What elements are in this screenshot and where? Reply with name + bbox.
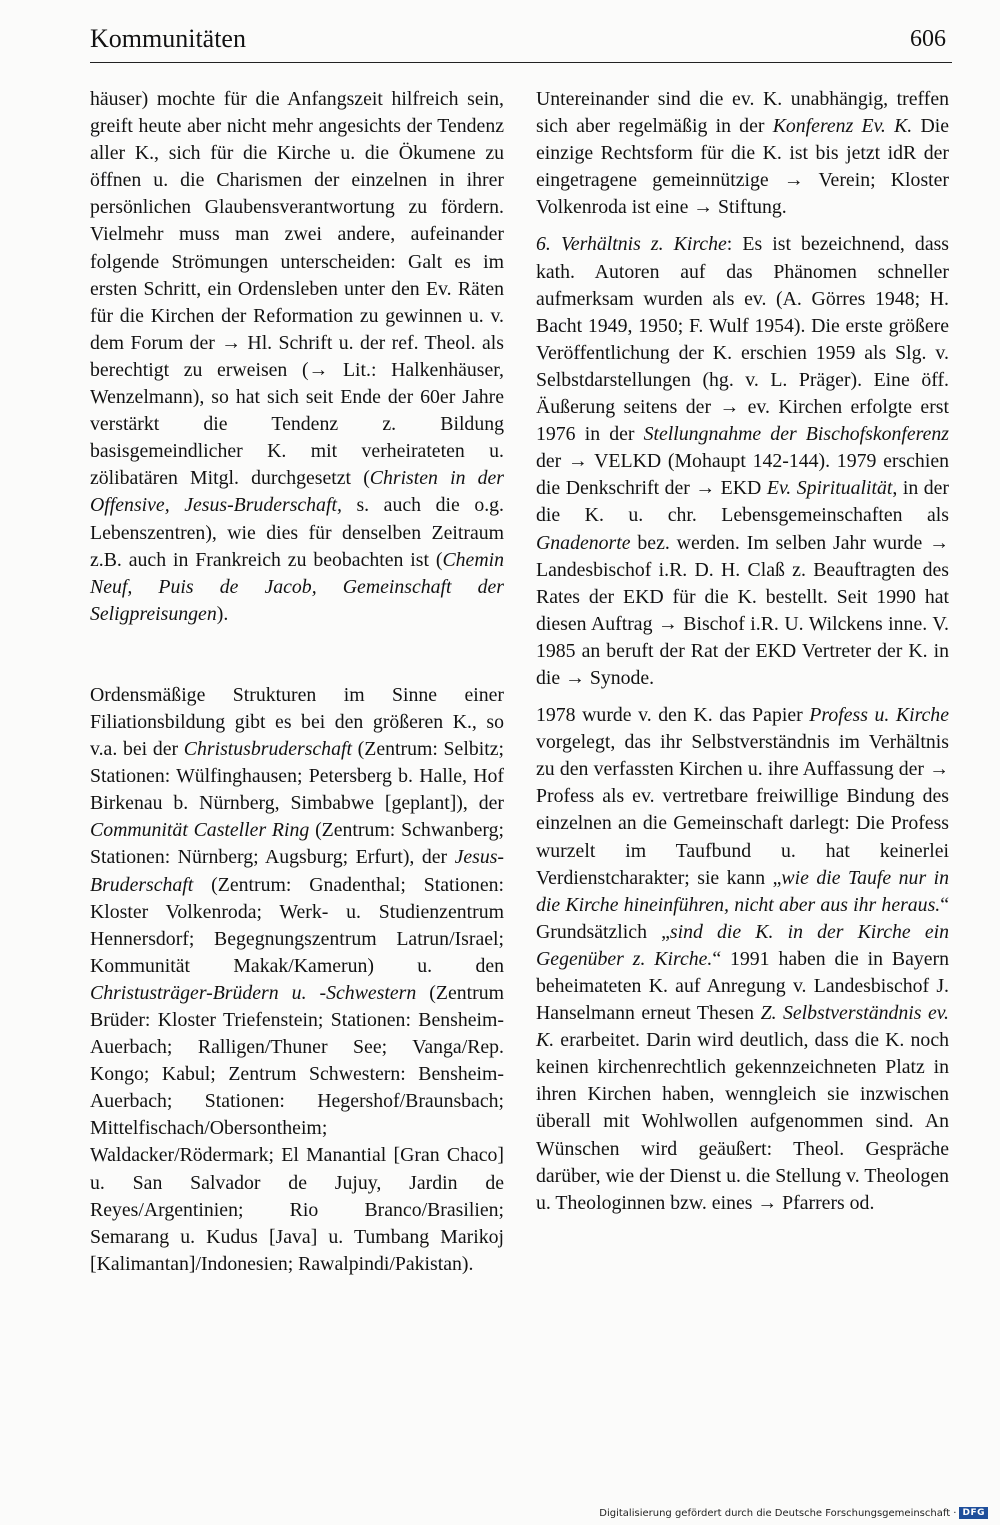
section-heading: 6. Verhältnis z. Kirche [536, 233, 727, 256]
italic-text: sind die K. in der Kirche ein Gegenüber z. Kirche. [536, 920, 950, 970]
italic-text: Christen in der Offensive, Jesus-Bruderschaft, [90, 467, 504, 517]
paragraph: Ordensmäßige Strukturen im Sinne einer Filiationsbildung gibt es bei den größeren K., so v.a. bei der Christusbruderschaft (Zentrum: Selbitz; Stationen: Wülfinghausen; Petersberg b. Halle, Hof Birkenau b. Nürnberg, Simbabwe [geplant]), der Communität Casteller Ring (Zentrum: Schwanberg; Stationen: Nürnberg; Augsburg; Erfurt), der Jesus-Bruderschaft (Zentrum: Gnadenthal; Stationen: Kloster Volkenroda; Werk- u. Studienzentrum Hennersdorf; Begegnungszentrum Latrun/Israel; Kommunität Makak/Kamerun) u. den Christusträger-Brüdern u. -Schwestern (Zentrum Brüder: Kloster Triefenstein; Stationen: Bensheim-Auerbach; Ralligen/Thuner See; Vanga/Rep. Kongo; Kabul; Zentrum Schwestern: Bensheim-Auerbach; Stationen: Hegershof/Braunsbach; Mittelfischach/Obersontheim; Waldacker/Rödermark; El Manantial [Gran Chaco] u. San Salvador de Jujuy, Jardin de Reyes/Argentinien; Rio Branco/Brasilien; Semarang u. Kudus [Java] u. Tumbang Marikoj [Kalimantan]/Indonesien; Rawalpindi/Pakistan). [90, 683, 504, 1275]
italic-text: Communität Casteller Ring [90, 819, 310, 842]
italic-text: wie die Taufe nur in die Kirche hineinführen, nicht aber aus ihr heraus. [536, 866, 949, 916]
paragraph: 1978 wurde v. den K. das Papier Profess u. Kirche vorgelegt, das ihr Selbstverständnis im Verhältnis zu den verfassten Kirchen u. ihre Auffassung der → Profess als ev. vertretbare freiwillige Bindung des einzelnen an die Gemeinschaft darlegt: Die Profess wurzelt im Taufbund u. hat keinerlei Verdienstcharakter; sie kann „wie die Taufe nur in die Kirche hineinführen, nicht aber aus ihr heraus.“ Grundsätzlich „sind die K. in der Kirche ein Gegenüber z. Kirche.“ 1991 haben die in Bayern beheimateten K. auf Anregung v. Landesbischof J. Hanselmann erneut Thesen Z. Selbstverständnis ev. K. erarbeitet. Darin wird deutlich, dass die K. noch keinen kirchenrechtlich gekennzeichneten Platz in ihren Kirchen haben, wenngleich sie inzwischen überall mit Wohlwollen aufgenommen sind. An Wünschen wird geäußert: Theol. Gespräche darüber, wie der Dienst u. die Stellung v. Theologen u. Theologinnen bzw. eines → Pfarrers od. [536, 704, 950, 1214]
italic-text: Konferenz Ev. K. [772, 115, 913, 138]
page-header [90, 22, 950, 62]
italic-text: Gnadenorte [536, 531, 631, 554]
italic-text: Z. Selbstverständnis ev. K. [536, 1002, 949, 1052]
page-number: 606 [910, 26, 946, 52]
italic-text: Jesus-Bruderschaft [90, 846, 504, 896]
header-rule [90, 62, 952, 63]
paragraph: 6. Verhältnis z. Kirche: Es ist bezeichnend, dass kath. Autoren auf das Phänomen schneller aufmerksam wurden als ev. (A. Görres 1948; H. Bacht 1949, 1950; F. Wulf 1954). Die erste größere Veröffentlichung der K. erschien 1959 als Slg. v. Selbstdarstellungen (hg. v. L. Präger). Eine öff. Äußerung seitens der → ev. Kirchen erfolgte erst 1976 in der Stellungnahme der Bischofskonferenz der → VELKD (Mohaupt 142-144). 1979 erschien die Denkschrift der → EKD Ev. Spiritualität, in der die K. u. chr. Lebensgemeinschaften als Gnadenorte bez. werden. Im selben Jahr wurde → Landesbischof i.R. D. H. Claß z. Beauftragten des Rates der EKD für die K. bestellt. Seit 1990 hat diesen Auftrag → Bischof i.R. U. Wilckens inne. V. 1985 an beruft der Rat der EKD Vertreter der K. in die → Synode. [536, 233, 950, 689]
italic-text: Ev. Spiritualität [766, 477, 893, 500]
italic-text: Christusbruderschaft [183, 738, 352, 761]
right-column [536, 86, 949, 1217]
paragraph: Untereinander sind die ev. K. unabhängig, treffen sich aber regelmäßig in der Konferenz Ev. K. Die einzige Rechtsform für die K. ist bis jetzt idR der eingetragene gemeinnützige → Verein; Kloster Volkenroda ist eine → Stiftung. [536, 88, 950, 219]
footer-text: Digitalisierung gefördert durch die Deutsche Forschungsgemeinschaft · [599, 1507, 957, 1519]
italic-text: Christusträger-Brüdern u. -Schwestern [90, 981, 417, 1004]
paragraph: häuser) mochte für die Anfangszeit hilfreich sein, greift heute aber nicht mehr angesichts der Tendenz aller K., sich für die Kirche u. die Ökumene zu öffnen u. die Charismen der einzelnen in ihrer persönlichen Glaubensverantwortung zu fördern. Vielmehr muss man zwei andere, aufeinander folgende Strömungen unterscheiden: Galt es im ersten Schritt, ein Ordensleben unter den Ev. Räten für die Kirchen der Reformation zu gewinnen u. v. dem Forum der → Hl. Schrift u. der ref. Theol. als berechtigt zu erweisen (→ Lit.: Halkenhäuser, Wenzelmann), so hat sich seit Ende der 60er Jahre verstärkt die Tendenz z. Bildung basisgemeindlicher K. mit verheirateten u. zölibatären Mitgl. durchgesetzt (Christen in der Offensive, Jesus-Bruderschaft, s. auch die o.g. Lebenszentren), wie dies für denselben Zeitraum z.B. auch in Frankreich zu beobachten ist (Chemin Neuf, Puis de Jacob, Gemeinschaft der Seligpreisungen). [90, 88, 504, 625]
running-title: Kommunitäten [90, 24, 246, 53]
italic-text: Chemin Neuf, Puis de Jacob, Gemeinschaft der Seligpreisungen [90, 548, 504, 625]
dfg-logo: DFG [959, 1507, 988, 1519]
italic-text: Stellungnahme der Bischofskonferenz [643, 423, 950, 446]
digitization-footer [599, 1507, 988, 1519]
left-column [90, 86, 504, 1278]
italic-text: Profess u. Kirche [809, 704, 949, 727]
